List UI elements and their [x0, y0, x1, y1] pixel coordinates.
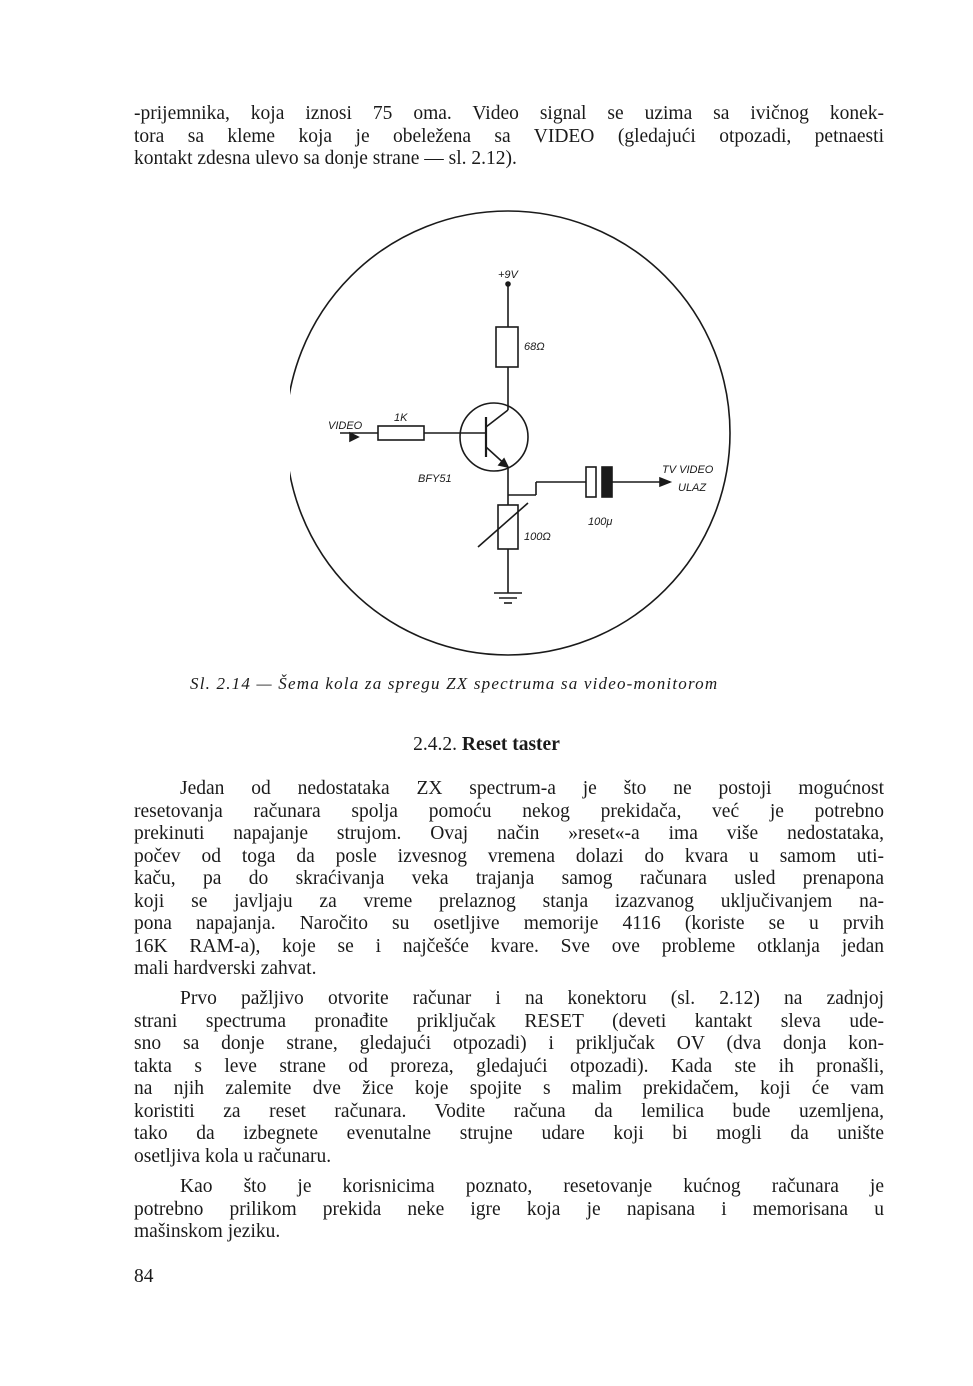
label-capacitor: 100μ — [588, 516, 613, 528]
page-number: 84 — [134, 1266, 154, 1287]
text-line: kontakt zdesna ulevo sa donje strane — sl. 2.12). — [134, 148, 517, 169]
text-line: na njih zalemite dve žice koje spojite s malim prekidačem, koji će vam — [134, 1078, 884, 1099]
text-line: koristiti za reset računara. Vodite računa da lemilica bude uzemljena, — [134, 1100, 884, 1122]
text-line: Prvo pažljivo otvorite računar i na konektoru (sl. 2.12) na zadnjoj — [180, 988, 884, 1009]
body-paragraph — [134, 988, 884, 1168]
capacitor-plate — [586, 467, 596, 497]
label-tv-video: TV VIDEO — [662, 464, 714, 476]
label-r-top: 68Ω — [524, 341, 545, 353]
text-line: tako da izbegnete evenutalne strujne udare koji bi mogli da unište — [134, 1123, 884, 1144]
text-line: tora sa kleme koja je obeležena sa VIDEO (gledajući otpozadi, petnaesti — [134, 125, 884, 147]
transistor-body — [460, 403, 528, 471]
text-line: kaču, pa do skraćivanja veka trajanja samog računara usled prenapona — [134, 868, 884, 889]
text-line: Kao što je korisnicima poznato, resetovanje kućnog računara je — [180, 1176, 884, 1197]
body-paragraph — [134, 778, 884, 981]
label-r-input: 1K — [394, 412, 408, 424]
text-line: 16K RAM-a), koje se i najčešće kvare. Sve ove probleme otklanja jedan — [134, 935, 884, 957]
input-arrow — [350, 433, 358, 441]
text-line: Jedan od nedostataka ZX spectrum-a je što ne postoji mogućnost — [180, 778, 884, 799]
potentiometer-wiper — [478, 503, 528, 547]
terminal-dot — [506, 282, 510, 286]
intro-paragraph — [134, 103, 884, 171]
label-supply: +9V — [498, 269, 518, 281]
text-line: počev od toga da posle izvesnog vremena dolazi do kvara u samom uti- — [134, 845, 884, 867]
resistor-top — [496, 327, 518, 367]
body-paragraph — [134, 1176, 884, 1244]
section-title: Reset taster — [461, 734, 560, 755]
section-heading — [0, 734, 973, 756]
text-line: prekinuti napajanje strujom. Ovaj način »reset«-a ima više nedostataka, — [134, 823, 884, 844]
text-line: strani spectruma pronađite priključak RESET (deveti kantakt sleva ude- — [134, 1010, 884, 1032]
circuit-schematic — [290, 195, 750, 665]
figure-caption: Sl. 2.14 — Šema kola za spregu ZX spectruma sa video-monitorom — [190, 674, 719, 693]
text-line: mašinskom jeziku. — [134, 1221, 281, 1242]
label-ulaz: ULAZ — [678, 482, 707, 494]
text-line: takta s leve strane od proreza, gledajući otpozadi). Kada ste ih pronašli, — [134, 1055, 884, 1077]
label-input-video: VIDEO — [328, 420, 363, 432]
text-line: pona napajanja. Naročito su osetljive memorije 4116 (koriste se u prvih — [134, 913, 884, 934]
transistor-collector — [486, 410, 508, 427]
text-line: sno sa donje strane, gledajući otpozadi) i priključak OV (dva donja kon- — [134, 1033, 884, 1054]
text-line: potrebno prilikom prekida neke igre koja je napisana i memorisana u — [134, 1198, 884, 1220]
text-line: resetovanja računara spolja pomoću nekog prekidača, već je potrebno — [134, 800, 884, 822]
text-line: osetljiva kola u računaru. — [134, 1145, 332, 1167]
output-arrow — [660, 478, 670, 486]
capacitor-plate — [602, 467, 612, 497]
text-line: -prijemnika, koja iznosi 75 oma. Video signal se uzima sa ivičnog konek- — [134, 103, 884, 124]
label-transistor: BFY51 — [418, 473, 452, 485]
text-line: mali hardverski zahvat. — [134, 958, 317, 979]
section-number: 2.4.2. — [413, 734, 457, 755]
label-r-bottom: 100Ω — [524, 531, 551, 543]
text-line: koji se javljaju za vreme prelaznog stanja izazvanog uključivanjem na- — [134, 890, 884, 912]
resistor-input — [378, 426, 424, 440]
